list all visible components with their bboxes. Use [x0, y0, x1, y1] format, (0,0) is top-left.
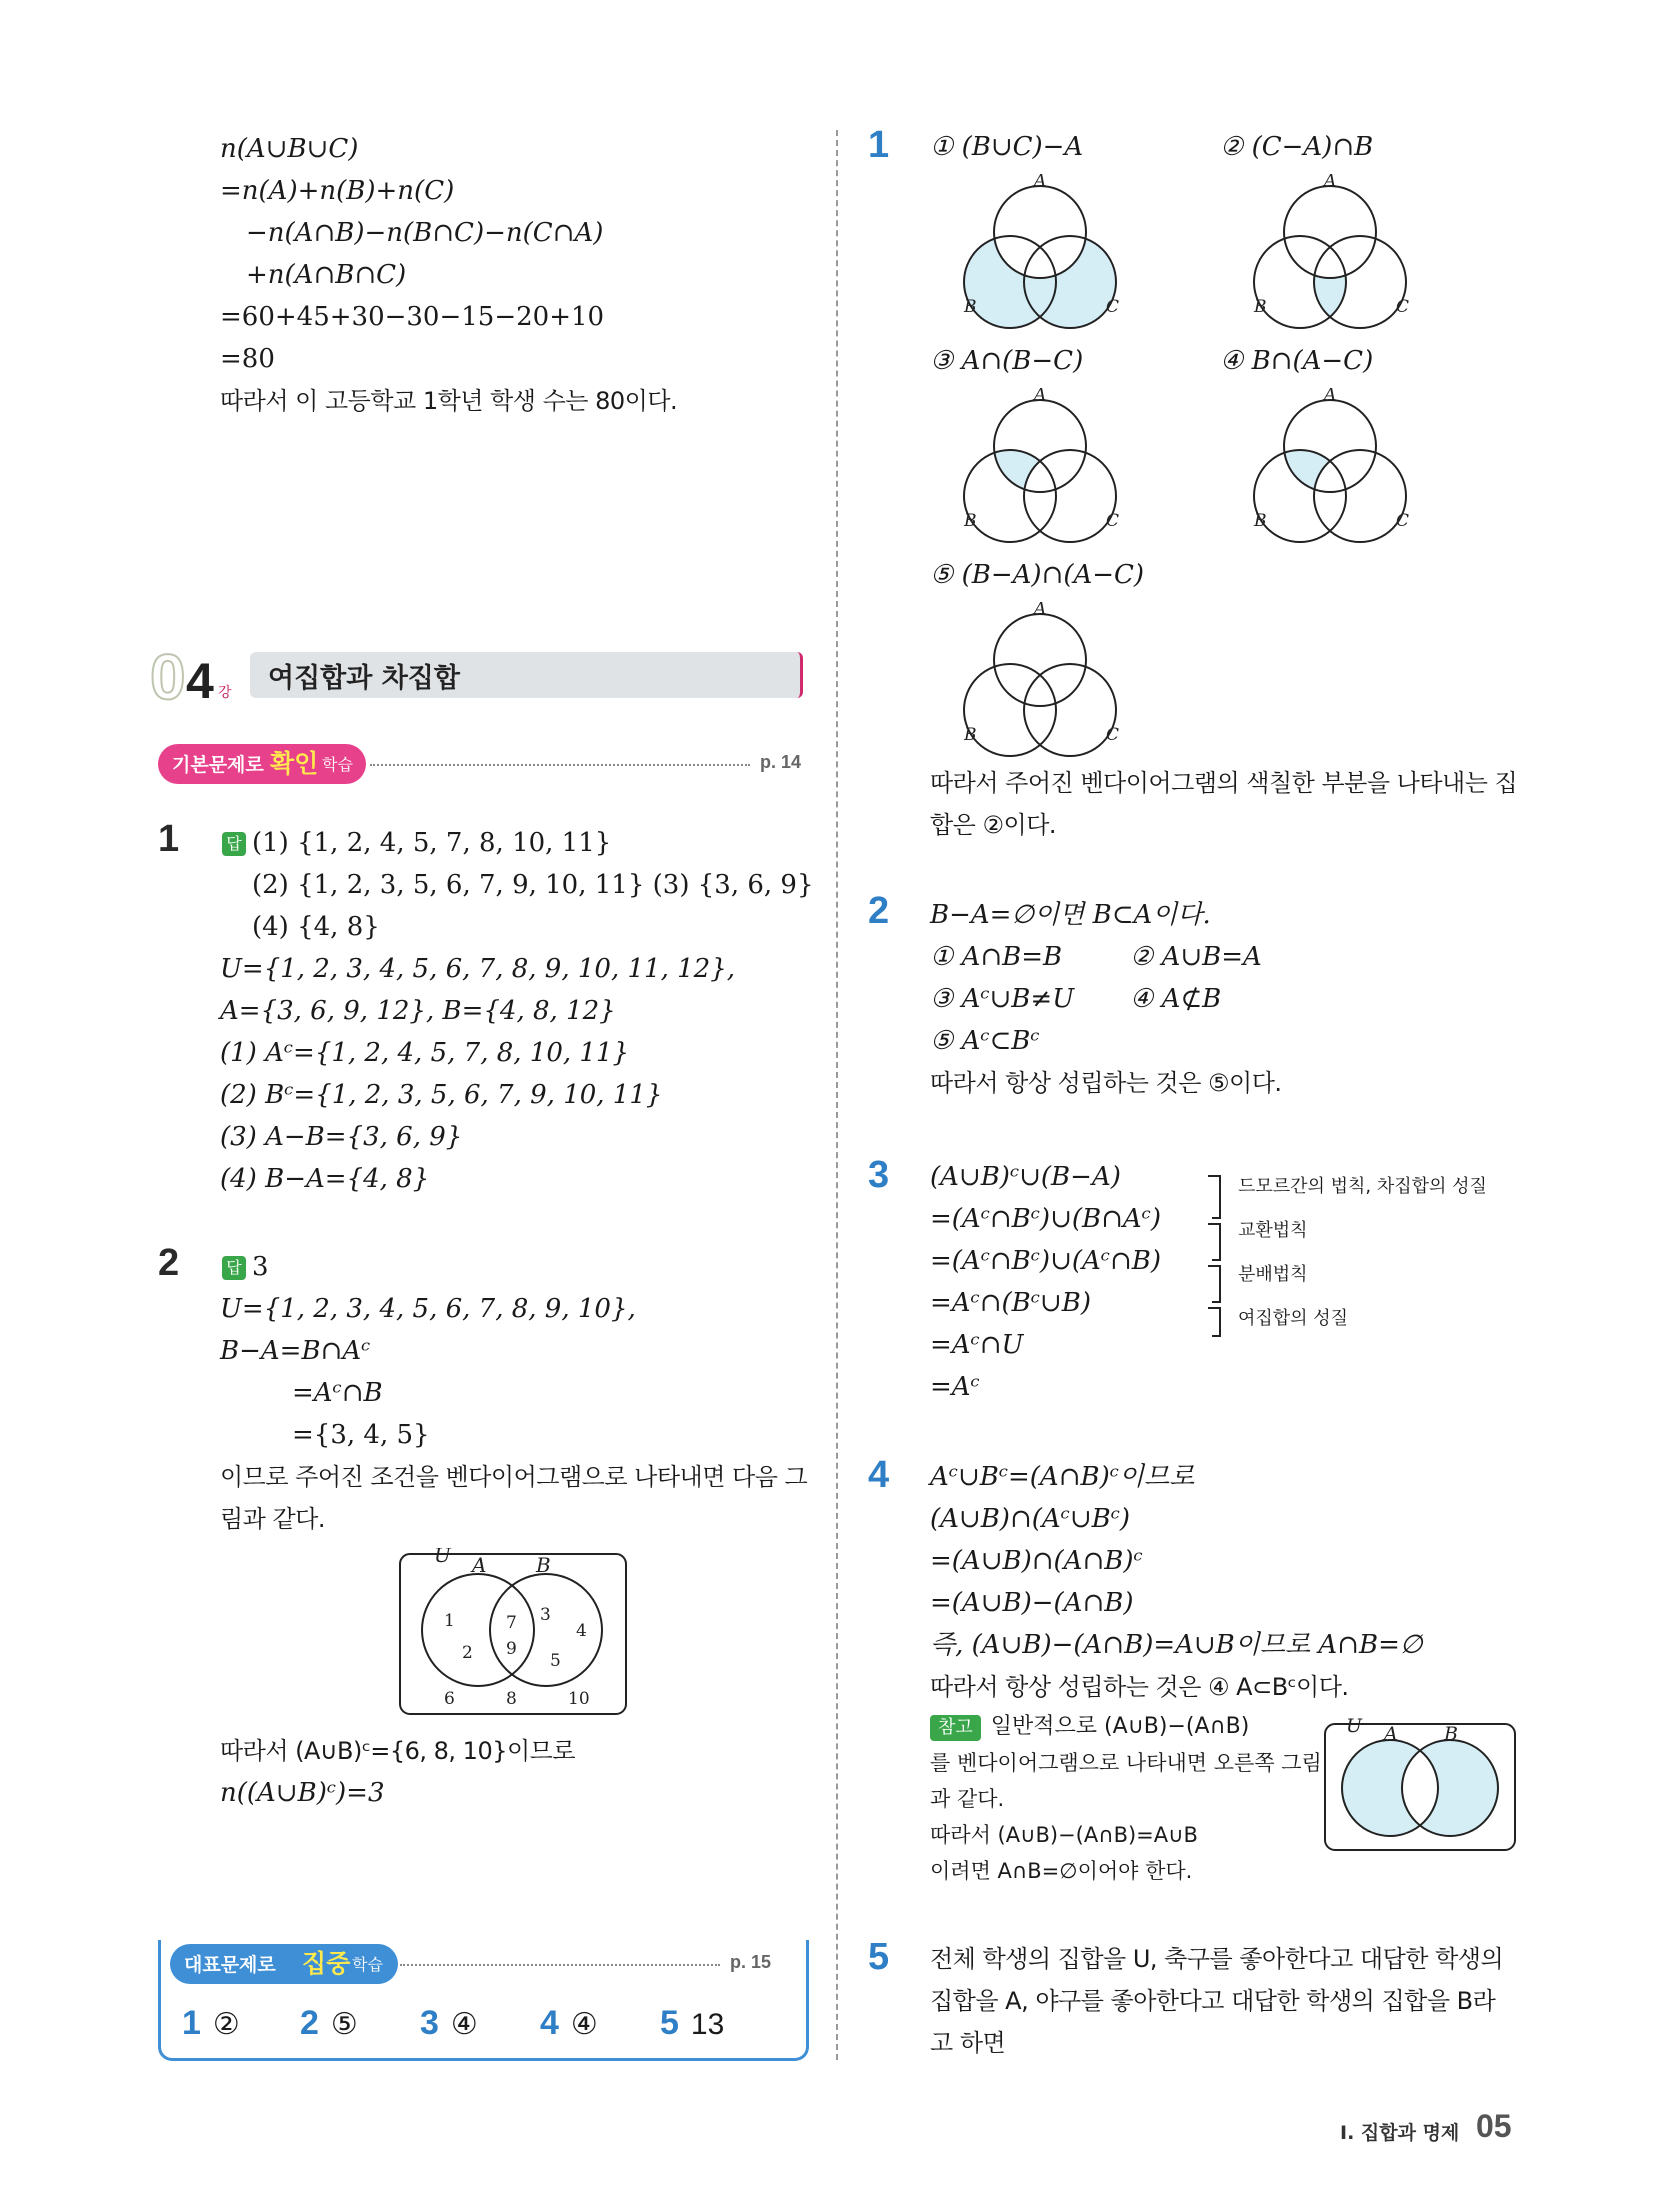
universe-label: U: [434, 1548, 451, 1567]
reference-note: 참고 일반적으로 (A∪B)−(A∩B): [930, 1710, 1249, 1744]
rep-label-b: 집중: [302, 1949, 351, 1978]
set-a-label: A: [1324, 174, 1337, 191]
chapter-label: Ⅰ. 집합과 명제: [1340, 2122, 1460, 2144]
option-label: ① (B∪C)−A: [930, 132, 1084, 162]
solution-line: U={1, 2, 3, 4, 5, 6, 7, 8, 9, 10, 11, 12},: [220, 954, 735, 984]
annotation-brackets: [1206, 1170, 1236, 1340]
solution-text: 따라서 (A∪B)ᶜ={6, 8, 10}이므로: [220, 1737, 576, 1765]
universe-label: U: [1346, 1718, 1363, 1737]
option-label: ④ B∩(A−C): [1220, 346, 1374, 376]
solution-text: 림과 같다.: [220, 1505, 325, 1533]
set-a-label: A: [1034, 602, 1047, 619]
set-a-label: A: [1034, 174, 1047, 191]
venn-number: 9: [506, 1639, 517, 1659]
set-b-label: B: [964, 725, 977, 745]
annotation-note: 드모르간의 법칙, 차집합의 성질: [1238, 1176, 1487, 1197]
formula-line: +n(A∩B∩C): [246, 260, 407, 290]
conclusion-text: 따라서 항상 성립하는 것은 ⑤이다.: [930, 1069, 1282, 1097]
rep-answer-4: 4 ④: [540, 2004, 598, 2042]
derivation-line: (A∪B)ᶜ∪(B−A): [930, 1162, 1121, 1192]
set-b-label: B: [964, 511, 977, 531]
venn-number: 10: [568, 1689, 590, 1709]
set-b-label: B: [536, 1553, 551, 1577]
solution-line: (3) A−B={3, 6, 9}: [220, 1122, 463, 1152]
venn-option-4: [1240, 388, 1420, 548]
derivation-line: =Aᶜ∩(Bᶜ∪B): [930, 1288, 1091, 1318]
solution-line: U={1, 2, 3, 4, 5, 6, 7, 8, 9, 10},: [220, 1294, 636, 1324]
choice-line: ② A∪B=A: [1130, 942, 1262, 972]
problem-number: 3: [868, 1154, 890, 1196]
dotted-leader: [400, 1964, 720, 1966]
venn-number: 7: [506, 1613, 517, 1633]
answer-badge: 답: [222, 1256, 246, 1280]
answer-line: 답 3: [222, 1246, 269, 1288]
answer-line: (4) {4, 8}: [252, 912, 380, 942]
rep-label-c: 학습: [352, 1955, 383, 1974]
set-c-circle: [1024, 664, 1116, 756]
solution-line: =(A∪B)−(A∩B): [930, 1588, 1134, 1618]
rep-answer-3: 3 ④: [420, 2004, 478, 2042]
set-c-label: C: [1106, 725, 1120, 745]
set-b-label: B: [1254, 511, 1267, 531]
rep-label-a: 대표문제로: [184, 1954, 276, 1976]
choice-line: ⑤ Aᶜ⊂Bᶜ: [930, 1026, 1040, 1056]
page-number: 05: [1476, 2108, 1512, 2144]
set-b-circle: [964, 664, 1056, 756]
set-a-label: A: [472, 1553, 487, 1577]
page-ref: p. 14: [760, 752, 802, 772]
reference-badge: 참고: [930, 1715, 981, 1741]
problem-text: 전체 학생의 집합을 U, 축구를 좋아한다고 대답한 학생의: [930, 1945, 1504, 1973]
section-suffix: 강: [218, 685, 232, 701]
set-c-label: C: [1106, 511, 1120, 531]
problem-number: 1: [868, 124, 890, 166]
venn-number: 1: [444, 1611, 455, 1631]
venn-symmetric-difference: [1322, 1718, 1518, 1854]
solution-line: Aᶜ∪Bᶜ=(A∩B)ᶜ이므로: [930, 1462, 1195, 1492]
conclusion-text: 합은 ②이다.: [930, 811, 1057, 839]
venn-number: 4: [576, 1621, 587, 1641]
problem-text: 집합을 A, 야구를 좋아한다고 대답한 학생의 집합을 B라: [930, 1987, 1496, 2015]
answer-line: (2) {1, 2, 3, 5, 6, 7, 9, 10, 11} (3) {3, 6, 9}: [252, 870, 814, 900]
annotation-note: 교환법칙: [1238, 1220, 1308, 1241]
solution-line: (4) B−A={4, 8}: [220, 1164, 430, 1194]
set-c-circle: [1314, 450, 1406, 542]
rep-answer-5: 5 13: [660, 2004, 725, 2042]
set-b-label: B: [964, 297, 977, 317]
section-title: 여집합과 차집합: [268, 663, 460, 694]
option-label: ⑤ (B−A)∩(A−C): [930, 560, 1145, 590]
reference-line: 이려면 A∩B=∅이어야 한다.: [930, 1859, 1193, 1883]
set-b-label: B: [1444, 1723, 1458, 1745]
set-a-label: A: [1324, 388, 1337, 405]
formula-line: =60+45+30−30−15−20+10: [220, 302, 605, 332]
solution-line: =Aᶜ∩B: [292, 1378, 383, 1408]
venn-number: 8: [506, 1689, 517, 1709]
solution-line: 즉, (A∪B)−(A∩B)=A∪B이므로 A∩B=∅: [930, 1630, 1423, 1660]
reference-line: 과 같다.: [930, 1787, 1005, 1811]
venn-option-1: [950, 174, 1130, 334]
formula-line: =80: [220, 344, 275, 374]
venn-option-2: [1240, 174, 1420, 334]
formula-line: n(A∪B∪C): [220, 134, 359, 164]
venn-option-3: [950, 388, 1130, 548]
problem-number: 2: [158, 1242, 180, 1284]
venn-number: 6: [444, 1689, 455, 1709]
choice-line: ① A∩B=B: [930, 942, 1063, 972]
answer-badge: 답: [222, 832, 246, 856]
conclusion-text: 따라서 항상 성립하는 것은 ④ A⊂Bᶜ이다.: [930, 1673, 1349, 1701]
annotation-note: 여집합의 성질: [1238, 1308, 1349, 1329]
rep-answer-1: 1 ②: [182, 2004, 240, 2042]
reference-line: 따라서 (A∪B)−(A∩B)=A∪B: [930, 1823, 1198, 1847]
conclusion-text: 따라서 이 고등학교 1학년 학생 수는 80이다.: [220, 387, 678, 415]
set-b-label: B: [1254, 297, 1267, 317]
solution-line: B−A=∅이면 B⊂A이다.: [930, 900, 1211, 930]
reference-line: 를 벤다이어그램으로 나타내면 오른쪽 그림: [930, 1751, 1322, 1775]
set-a-label: A: [1384, 1723, 1398, 1745]
venn-option-5: [950, 602, 1130, 762]
page-ref: p. 15: [730, 1952, 772, 1972]
option-label: ② (C−A)∩B: [1220, 132, 1374, 162]
solution-line: B−A=B∩Aᶜ: [220, 1336, 371, 1366]
problem-text: 고 하면: [930, 2029, 1006, 2057]
set-a-circle: [422, 1574, 534, 1686]
set-c-label: C: [1106, 297, 1120, 317]
column-divider: [836, 130, 838, 2060]
solution-line: ={3, 4, 5}: [292, 1420, 430, 1450]
set-c-circle: [1024, 450, 1116, 542]
solution-line: (1) Aᶜ={1, 2, 4, 5, 7, 8, 10, 11}: [220, 1038, 630, 1068]
solution-line: (2) Bᶜ={1, 2, 3, 5, 6, 7, 9, 10, 11}: [220, 1080, 663, 1110]
section-number: 4: [186, 653, 214, 709]
solution-line: (A∪B)∩(Aᶜ∪Bᶜ): [930, 1504, 1131, 1534]
problem-number: 4: [868, 1454, 890, 1496]
solution-text: 이므로 주어진 조건을 벤다이어그램으로 나타내면 다음 그: [220, 1463, 808, 1491]
problem-number: 1: [158, 818, 180, 860]
basic-label-c: 학습: [322, 755, 353, 774]
solution-line: A={3, 6, 9, 12}, B={4, 8, 12}: [220, 996, 616, 1026]
set-a-circle: [994, 614, 1086, 706]
derivation-line: =(Aᶜ∩Bᶜ)∪(Aᶜ∩B): [930, 1246, 1161, 1276]
problem-number: 5: [868, 1936, 890, 1978]
problem-number: 2: [868, 890, 890, 932]
derivation-line: =Aᶜ∩U: [930, 1330, 1024, 1360]
choice-line: ④ A⊄B: [1130, 984, 1222, 1014]
basic-label-b: 확인: [270, 749, 319, 778]
choice-line: ③ Aᶜ∪B≠U: [930, 984, 1075, 1014]
formula-line: =n(A)+n(B)+n(C): [220, 176, 455, 206]
answer-line: 답 (1) {1, 2, 4, 5, 7, 8, 10, 11}: [222, 822, 611, 864]
solution-line: n((A∪B)ᶜ)=3: [220, 1778, 385, 1808]
conclusion-text: 따라서 주어진 벤다이어그램의 색칠한 부분을 나타내는 집: [930, 769, 1518, 797]
set-c-label: C: [1396, 511, 1410, 531]
venn-number: 3: [540, 1605, 551, 1625]
annotation-note: 분배법칙: [1238, 1264, 1308, 1285]
formula-line: −n(A∩B)−n(B∩C)−n(C∩A): [246, 218, 604, 248]
derivation-line: =(Aᶜ∩Bᶜ)∪(B∩Aᶜ): [930, 1204, 1161, 1234]
venn-number: 2: [462, 1643, 473, 1663]
rep-answer-2: 2 ⑤: [300, 2004, 358, 2042]
option-label: ③ A∩(B−C): [930, 346, 1084, 376]
basic-label-a: 기본문제로: [172, 754, 264, 776]
section-number-outline: 0: [150, 641, 186, 713]
venn-diagram-2: [396, 1548, 632, 1720]
solution-line: =(A∪B)∩(A∩B)ᶜ: [930, 1546, 1143, 1576]
derivation-line: =Aᶜ: [930, 1372, 980, 1402]
set-c-label: C: [1396, 297, 1410, 317]
venn-number: 5: [550, 1651, 561, 1671]
dotted-leader: [370, 764, 750, 766]
set-a-label: A: [1034, 388, 1047, 405]
